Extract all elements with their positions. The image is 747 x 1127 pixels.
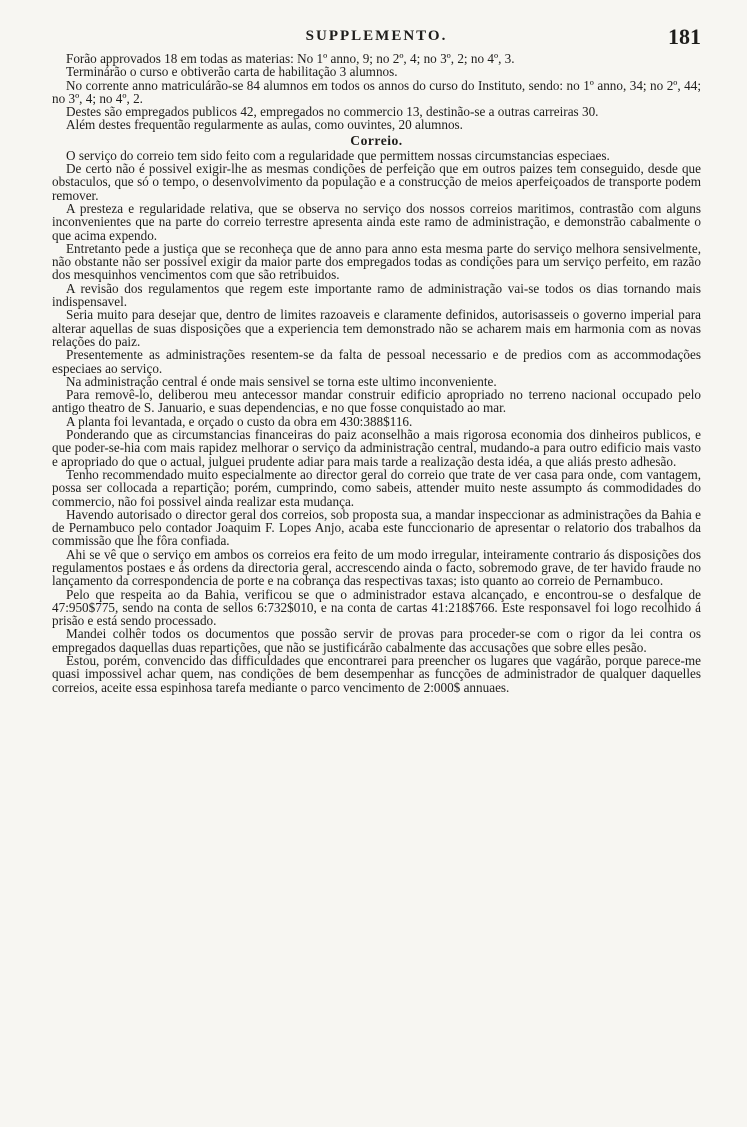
paragraph: Terminárão o curso e obtiverão carta de habilitação 3 alumnos. xyxy=(66,64,398,80)
page-number: 181 xyxy=(668,24,701,49)
paragraph: Para removê-lo, deliberou meu antecessor mandar construir edificio apropriado no terreno nacional occupado pelo antigo theatro de S. Januario, e suas dependencias, e no que fosse conquistado ao mar. xyxy=(52,387,701,416)
paragraph: Ponderando que as circumstancias financeiras do paiz aconselhão a mais rigorosa economia dos dinheiros publicos, e que poder-se-hia com mais rapidez melhorar o serviço da administração central, mudando-a para outro edificio mais vasto e apropriado do que o actual, julguei prudente adiar para mais tarde a realização desta idéa, a que aliás presto adhesão. xyxy=(52,427,701,469)
paragraph: Destes são empregados publicos 42, empregados no commercio 13, destinão-se a outras carreiras 30. xyxy=(66,104,599,120)
paragraph: No corrente anno matriculárão-se 84 alumnos em todos os annos do curso do Instituto, sendo: no 1º anno, 34; no 2º, 44; no 3º, 4; no 4º, 2. xyxy=(52,77,701,106)
paragraph: Além destes frequentão regularmente as aulas, como ouvintes, 20 alumnos. xyxy=(66,117,463,133)
paragraph: Presentemente as administrações resentem-se da falta de pessoal necessario e de predios com as accommodações especiaes ao serviço. xyxy=(52,347,701,376)
paragraph: De certo não é possivel exigir-lhe as mesmas condições de perfeição que em outros paizes tem conseguido, desde que obstaculos, que só o tempo, o desenvolvimento da população e a construcção de meios aperfeiçoados de transporte podem remover. xyxy=(52,161,701,203)
paragraph: A planta foi levantada, e orçado o custo da obra em 430:388$116. xyxy=(66,413,413,429)
paragraph: O serviço do correio tem sido feito com a regularidade que permittem nossas circumstancias especiaes. xyxy=(66,147,610,163)
paragraph: Tenho recommendado muito especialmente ao director geral do correio que trate de ver casa para onde, com vantagem, possa ser collocada a repartição; porém, cumprindo, como sabeis, attender muito neste assumpto ás commodidades do commercio, não foi possivel ainda realizar esta mudança. xyxy=(52,466,701,509)
section-title: Correio. xyxy=(350,132,403,148)
paragraph: Seria muito para desejar que, dentro de limites razoaveis e claramente definidos, autorisasseis o governo imperial para alterar aquellas de suas disposições que a experiencia tem demonstrado não se acharem mais em harmonia com as novas relações do paiz. xyxy=(52,307,701,349)
paragraph: Havendo autorisado o director geral dos correios, sob proposta sua, a mandar inspeccionar as administrações da Bahia e de Pernambuco pelo contador Joaquim F. Lopes Anjo, acaba este funccionario de apresentar o relatorio dos trabalhos da commissão que lhe fôra confiada. xyxy=(52,506,701,549)
paragraph: Pelo que respeita ao da Bahia, verificou se que o administrador estava alcançado, e encontrou-se o desfalque de 47:950$775, sendo na conta de sellos 6:732$010, e na conta de cartas 41:218$766. Este responsavel foi logo recolhido á prisão e está sendo processado. xyxy=(52,586,701,629)
paragraph: Estou, porém, convencido das difficuldades que encontrarei para preencher os lugares que vagárão, porque parece-me quasi impossivel achar quem, nas condições de bem desempenhar as funcções de administrador de qualquer daquelles correios, aceite essa espinhosa tarefa mediante o parco vencimento de 2:000$ annuaes. xyxy=(52,653,701,695)
paragraph: Mandei colhêr todos os documentos que possão servir de provas para proceder-se com o rigor da lei contra os empregados daquellas duas repartições, que não se justificárão cabalmente das accusações que sobre elles pesão. xyxy=(52,626,701,655)
paragraph: Entretanto pede a justiça que se reconheça que de anno para anno esta mesma parte do serviço melhora sensivelmente, não obstante não ser possivel exigir da maior parte dos empregados todas as condições para um serviço perfeito, em razão dos mesquinhos vencimentos com que são retribuidos. xyxy=(52,240,701,283)
paragraph: A revisão dos regulamentos que regem este importante ramo de administração vai-se todos os dias tornando mais indispensavel. xyxy=(52,280,701,310)
paragraph: Ahi se vê que o serviço em ambos os correios era feito de um modo irregular, inteiramente contrario ás disposições dos regulamentos postaes e ás ordens da directoria geral, accrescendo ainda o facto, sobremodo grave, de ter havido fraude no lançamento da correspondencia de porte e na cobrança das respectivas taxas; isto quanto ao correio de Pernambuco. xyxy=(52,546,701,589)
paragraph: Na administração central é onde mais sensivel se torna este ultimo inconveniente. xyxy=(66,373,497,389)
body-text xyxy=(52,52,701,694)
paragraph: A presteza e regularidade relativa, que se observa no serviço dos nossos correios maritimos, contrastão com alguns inconvenientes que na parte do correio terrestre apresenta ainda este ramo de administração, e demonstrão cabalmente o que acima expendo. xyxy=(52,200,701,243)
running-title: SUPPLEMENTO. xyxy=(305,28,448,44)
paragraph: Forão approvados 18 em todas as materias: No 1º anno, 9; no 2º, 4; no 3º, 2; no 4º, 3. xyxy=(66,51,515,66)
page-header xyxy=(52,24,701,52)
